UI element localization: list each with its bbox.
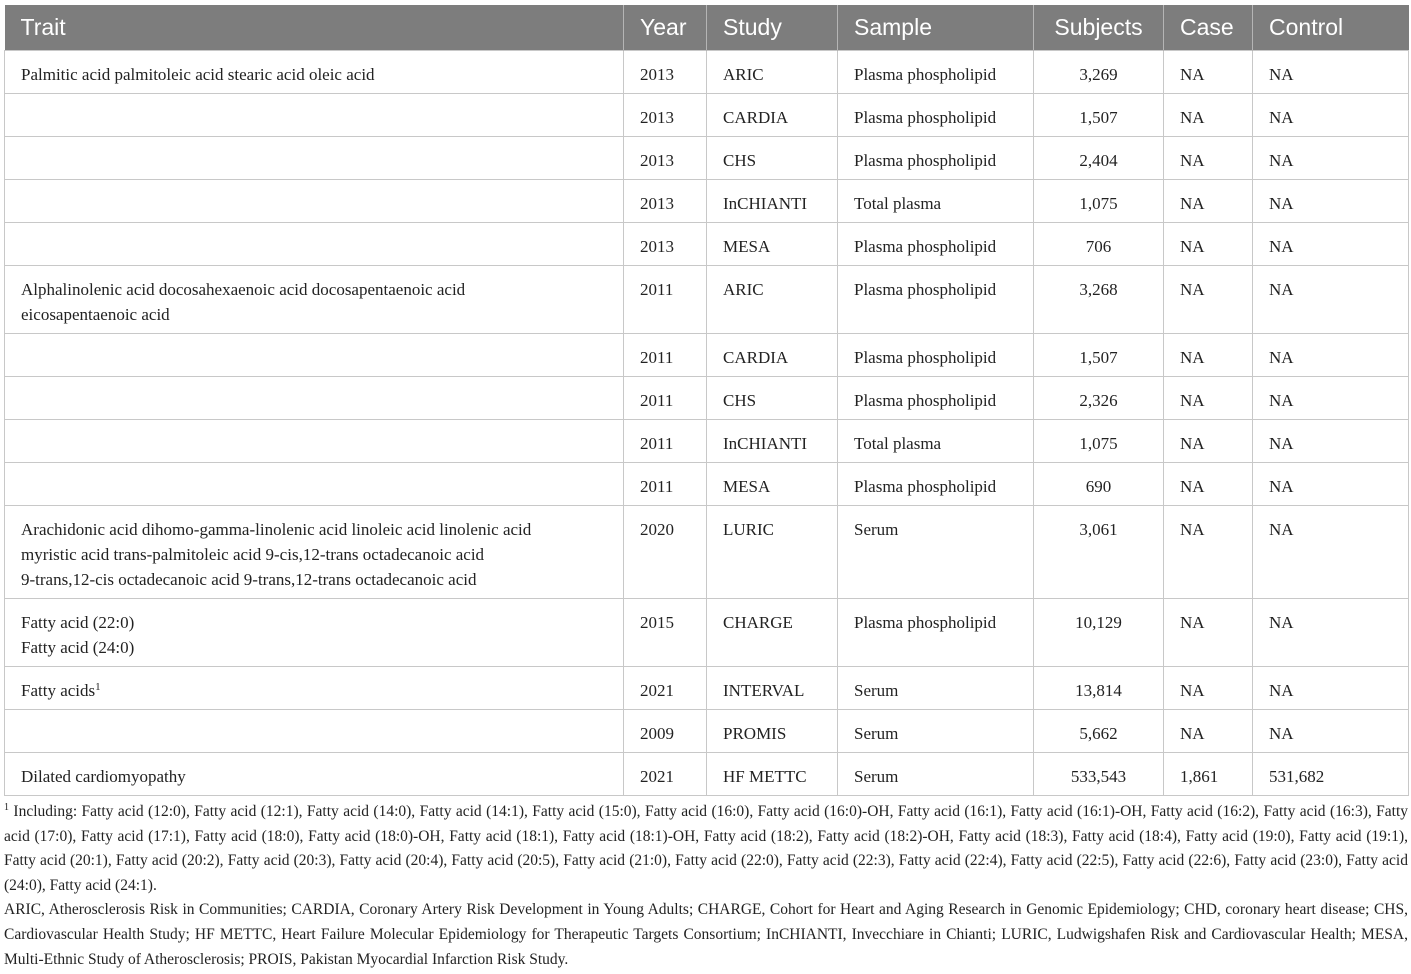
cell-sample: Plasma phospholipid xyxy=(838,598,1034,666)
cell-sample: Serum xyxy=(838,666,1034,709)
trait-text: Palmitic acid palmitoleic acid stearic acid oleic acid xyxy=(21,64,375,84)
cell-study: CHS xyxy=(707,376,838,419)
cell-subjects: 3,269 xyxy=(1034,50,1164,93)
cell-trait xyxy=(5,709,624,752)
trait-text: Fatty acids xyxy=(21,680,96,700)
table-row xyxy=(5,136,1409,179)
cell-case: NA xyxy=(1164,462,1253,505)
abbreviations-note: ARIC, Atherosclerosis Risk in Communities; CARDIA, Coronary Artery Risk Development in Young Adults; CHARGE, Cohort for Heart and Aging Research in Genomic Epidemiology; CHD, coronary heart disease; CHS, Cardiovascular Health Study; HF METTC, Heart Failure Molecular Epidemiology for Therapeutic Targets Consortium; InCHIANTI, Invecchiare in Chianti; LURIC, Ludwigshafen Risk and Cardiovascular Health; MESA, Multi-Ethnic Study of Atherosclerosis; PROIS, Pakistan Myocardial Infarction Risk Study. xyxy=(4,901,1408,968)
cell-sample: Plasma phospholipid xyxy=(838,333,1034,376)
cell-subjects: 3,061 xyxy=(1034,505,1164,598)
table-row xyxy=(5,752,1409,795)
cell-study: CARDIA xyxy=(707,93,838,136)
cell-trait xyxy=(5,598,624,666)
cell-subjects: 3,268 xyxy=(1034,265,1164,333)
cell-study: ARIC xyxy=(707,265,838,333)
table-row xyxy=(5,93,1409,136)
cell-control: NA xyxy=(1253,179,1409,222)
cell-subjects: 5,662 xyxy=(1034,709,1164,752)
cell-control: NA xyxy=(1253,93,1409,136)
cell-year: 2013 xyxy=(624,50,707,93)
cell-year: 2011 xyxy=(624,265,707,333)
cell-sample: Serum xyxy=(838,752,1034,795)
cell-case: NA xyxy=(1164,136,1253,179)
cell-study: InCHIANTI xyxy=(707,179,838,222)
cell-year: 2013 xyxy=(624,136,707,179)
cell-control: 531,682 xyxy=(1253,752,1409,795)
table-header-row xyxy=(5,5,1409,50)
cell-subjects: 1,507 xyxy=(1034,93,1164,136)
cell-case: NA xyxy=(1164,666,1253,709)
cell-case: NA xyxy=(1164,709,1253,752)
table-row xyxy=(5,598,1409,666)
cell-year: 2011 xyxy=(624,333,707,376)
cell-case: NA xyxy=(1164,419,1253,462)
header-sample: Sample xyxy=(838,5,1034,50)
cell-control: NA xyxy=(1253,505,1409,598)
cell-trait xyxy=(5,136,624,179)
cell-year: 2021 xyxy=(624,666,707,709)
cell-year: 2013 xyxy=(624,222,707,265)
cell-subjects: 2,326 xyxy=(1034,376,1164,419)
table-row xyxy=(5,50,1409,93)
cell-sample: Serum xyxy=(838,709,1034,752)
cell-trait xyxy=(5,222,624,265)
cell-sample: Plasma phospholipid xyxy=(838,265,1034,333)
cell-trait xyxy=(5,505,624,598)
cell-year: 2011 xyxy=(624,419,707,462)
cell-study: InCHIANTI xyxy=(707,419,838,462)
cell-trait xyxy=(5,179,624,222)
cell-subjects: 10,129 xyxy=(1034,598,1164,666)
cell-subjects: 706 xyxy=(1034,222,1164,265)
cell-trait xyxy=(5,333,624,376)
header-control: Control xyxy=(1253,5,1409,50)
trait-text: Dilated cardiomyopathy xyxy=(21,766,186,786)
gwas-data-table xyxy=(4,5,1409,796)
cell-control: NA xyxy=(1253,666,1409,709)
table-row xyxy=(5,666,1409,709)
header-trait: Trait xyxy=(5,5,624,50)
cell-study: MESA xyxy=(707,462,838,505)
footnote-1-marker: 1 xyxy=(4,802,9,813)
cell-subjects: 533,543 xyxy=(1034,752,1164,795)
cell-year: 2015 xyxy=(624,598,707,666)
cell-study: HF METTC xyxy=(707,752,838,795)
cell-year: 2011 xyxy=(624,376,707,419)
cell-sample: Total plasma xyxy=(838,419,1034,462)
cell-subjects: 1,075 xyxy=(1034,179,1164,222)
cell-control: NA xyxy=(1253,598,1409,666)
header-subjects: Subjects xyxy=(1034,5,1164,50)
cell-trait xyxy=(5,666,624,709)
table-row xyxy=(5,419,1409,462)
cell-control: NA xyxy=(1253,376,1409,419)
cell-trait xyxy=(5,376,624,419)
cell-sample: Serum xyxy=(838,505,1034,598)
table-row xyxy=(5,333,1409,376)
cell-control: NA xyxy=(1253,136,1409,179)
cell-sample: Total plasma xyxy=(838,179,1034,222)
header-case: Case xyxy=(1164,5,1253,50)
cell-case: NA xyxy=(1164,222,1253,265)
cell-study: MESA xyxy=(707,222,838,265)
cell-trait xyxy=(5,93,624,136)
cell-study: CARDIA xyxy=(707,333,838,376)
cell-sample: Plasma phospholipid xyxy=(838,462,1034,505)
cell-subjects: 690 xyxy=(1034,462,1164,505)
cell-control: NA xyxy=(1253,222,1409,265)
cell-case: NA xyxy=(1164,179,1253,222)
table-row xyxy=(5,265,1409,333)
cell-case: NA xyxy=(1164,505,1253,598)
cell-trait xyxy=(5,419,624,462)
cell-sample: Plasma phospholipid xyxy=(838,50,1034,93)
cell-case: NA xyxy=(1164,50,1253,93)
footnote-marker: 1 xyxy=(95,680,101,693)
cell-year: 2013 xyxy=(624,179,707,222)
table-row xyxy=(5,222,1409,265)
table-row xyxy=(5,505,1409,598)
header-study: Study xyxy=(707,5,838,50)
trait-text: Arachidonic acid dihomo-gamma-linolenic acid linoleic acid linolenic acid myristic acid trans-palmitoleic acid 9-cis,12-trans octadecanoic acid 9-trans,12-cis octadecanoic acid 9-trans,12-trans octadecanoic acid xyxy=(21,519,532,589)
cell-control: NA xyxy=(1253,333,1409,376)
cell-sample: Plasma phospholipid xyxy=(838,222,1034,265)
footnote-1-text: Including: Fatty acid (12:0), Fatty acid (12:1), Fatty acid (14:0), Fatty acid (14:1), Fatty acid (15:0), Fatty acid (16:0), Fatty acid (16:0)-OH, Fatty acid (16:1), Fatty acid (16:1)-OH, Fatty acid (16:2), Fatty acid (16:3), Fatty acid (17:0), Fatty acid (17:1), Fatty acid (18:0), Fatty acid (18:0)-OH, Fatty acid (18:1), Fatty acid (18:1)-OH, Fatty acid (18:2), Fatty acid (18:2)-OH, Fatty acid (18:3), Fatty acid (18:4), Fatty acid (19:0), Fatty acid (19:1), Fatty acid (20:1), Fatty acid (20:2), Fatty acid (20:3), Fatty acid (20:4), Fatty acid (20:5), Fatty acid (21:0), Fatty acid (22:0), Fatty acid (22:3), Fatty acid (22:4), Fatty acid (22:5), Fatty acid (22:6), Fatty acid (23:0), Fatty acid (24:0), Fatty acid (24:1). xyxy=(4,803,1409,894)
cell-sample: Plasma phospholipid xyxy=(838,136,1034,179)
data-table-container xyxy=(4,5,1408,796)
table-row xyxy=(5,179,1409,222)
cell-case: NA xyxy=(1164,598,1253,666)
cell-trait xyxy=(5,50,624,93)
cell-case: NA xyxy=(1164,93,1253,136)
cell-control: NA xyxy=(1253,265,1409,333)
cell-case: NA xyxy=(1164,265,1253,333)
footnote-1 xyxy=(4,800,1408,898)
cell-subjects: 2,404 xyxy=(1034,136,1164,179)
cell-subjects: 1,075 xyxy=(1034,419,1164,462)
cell-year: 2013 xyxy=(624,93,707,136)
cell-case: NA xyxy=(1164,376,1253,419)
cell-trait xyxy=(5,462,624,505)
cell-year: 2009 xyxy=(624,709,707,752)
trait-text: Alphalinolenic acid docosahexaenoic acid docosapentaenoic acid eicosapentaenoic acid xyxy=(21,279,466,324)
cell-case: NA xyxy=(1164,333,1253,376)
table-row xyxy=(5,376,1409,419)
cell-case: 1,861 xyxy=(1164,752,1253,795)
table-row xyxy=(5,462,1409,505)
cell-year: 2021 xyxy=(624,752,707,795)
cell-sample: Plasma phospholipid xyxy=(838,93,1034,136)
cell-control: NA xyxy=(1253,462,1409,505)
cell-trait xyxy=(5,752,624,795)
cell-subjects: 13,814 xyxy=(1034,666,1164,709)
cell-sample: Plasma phospholipid xyxy=(838,376,1034,419)
cell-study: PROMIS xyxy=(707,709,838,752)
cell-study: LURIC xyxy=(707,505,838,598)
cell-control: NA xyxy=(1253,709,1409,752)
header-year: Year xyxy=(624,5,707,50)
cell-year: 2020 xyxy=(624,505,707,598)
table-row xyxy=(5,709,1409,752)
cell-trait xyxy=(5,265,624,333)
cell-study: CHS xyxy=(707,136,838,179)
cell-control: NA xyxy=(1253,419,1409,462)
cell-year: 2011 xyxy=(624,462,707,505)
cell-study: ARIC xyxy=(707,50,838,93)
cell-subjects: 1,507 xyxy=(1034,333,1164,376)
table-footnotes xyxy=(4,800,1408,972)
cell-study: CHARGE xyxy=(707,598,838,666)
trait-text: Fatty acid (22:0) Fatty acid (24:0) xyxy=(21,612,135,657)
cell-study: INTERVAL xyxy=(707,666,838,709)
cell-control: NA xyxy=(1253,50,1409,93)
